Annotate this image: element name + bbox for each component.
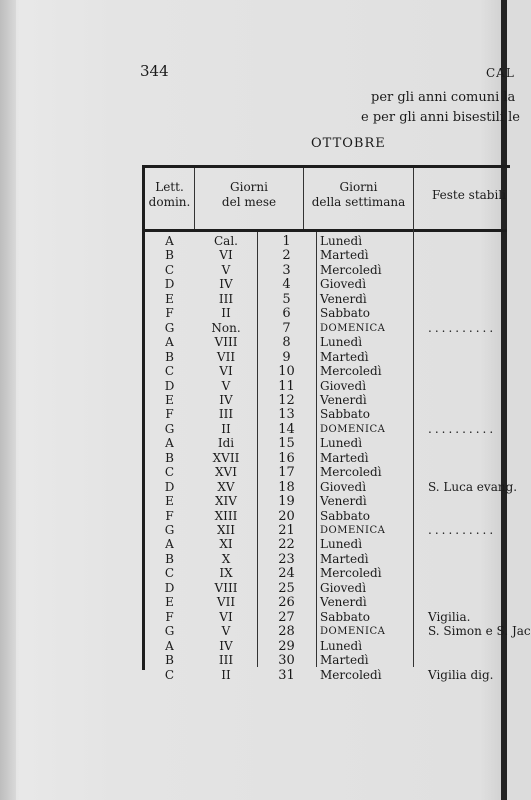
table-row (145, 523, 507, 538)
table-row (145, 537, 507, 552)
roman-date: XI (219, 537, 233, 552)
table-row (145, 566, 507, 581)
table-row (145, 494, 507, 509)
header-text: Giorni (230, 180, 268, 194)
dominical-letter: D (164, 277, 175, 292)
table-row (145, 581, 507, 596)
dominical-letter: G (164, 624, 175, 639)
dominical-letter: C (164, 262, 175, 277)
dominical-letter: G (164, 523, 175, 537)
weekday: Sabbato (320, 407, 370, 422)
roman-date: II (221, 306, 231, 321)
table-row (145, 263, 507, 278)
day-number: 28 (278, 624, 295, 640)
weekday: Venerdì (320, 392, 367, 407)
dominical-letter: B (165, 248, 174, 263)
weekday: Mercoledì (320, 667, 382, 682)
table-row (145, 509, 507, 524)
dominical-letter: C (164, 566, 175, 581)
day-number: 19 (278, 494, 295, 510)
weekday: DOMENICA (320, 423, 386, 435)
feast: .......... (428, 421, 497, 436)
roman-date: V (221, 262, 231, 277)
feast: Vigilia dig. (428, 667, 494, 682)
header-text: domin. (148, 195, 191, 209)
table-row (145, 610, 507, 625)
day-number: 1 (282, 234, 291, 249)
dominical-letter: G (164, 421, 175, 436)
roman-date: VI (219, 364, 233, 379)
day-number: 24 (278, 566, 295, 582)
table-row (145, 321, 507, 336)
header-text: della settimana (311, 195, 406, 209)
dominical-letter: F (165, 508, 174, 523)
dominical-letter: A (165, 436, 174, 451)
table-row (145, 292, 507, 307)
roman-date: III (218, 291, 234, 306)
day-number: 4 (282, 277, 291, 293)
weekday: Martedì (320, 450, 369, 465)
roman-date: XIII (214, 508, 238, 523)
table-row (145, 436, 507, 451)
roman-date: X (221, 551, 231, 566)
roman-date: IX (219, 566, 233, 581)
header-feasts: Feste stabili (432, 188, 506, 202)
subtitle-line-1: per gli anni comuni la (371, 90, 516, 105)
dominical-letter: E (165, 392, 174, 407)
dominical-letter: C (164, 667, 175, 682)
header-week-days (304, 180, 413, 210)
weekday: Sabbato (320, 306, 370, 321)
day-number: 25 (278, 580, 295, 596)
roman-date: V (221, 624, 231, 639)
dominical-letter: G (164, 320, 175, 335)
table-row (145, 653, 507, 668)
feast: S. Simon e S. Jac (428, 624, 531, 639)
roman-date: IV (219, 392, 233, 407)
weekday: Sabbato (320, 609, 370, 624)
roman-date: VII (216, 349, 236, 364)
weekday: Giovedì (320, 580, 367, 595)
day-number: 17 (278, 465, 295, 481)
roman-date: XII (216, 523, 236, 537)
day-number: 5 (282, 291, 291, 307)
table-row (145, 393, 507, 408)
day-number: 16 (278, 450, 295, 466)
header-text: Lett. (155, 180, 184, 194)
table-row (145, 465, 507, 480)
page-number: 344 (140, 62, 169, 80)
table-row (145, 639, 507, 654)
roman-date: VIII (214, 580, 238, 595)
day-number: 8 (282, 335, 291, 351)
weekday: Giovedì (320, 479, 367, 494)
day-number: 7 (282, 320, 291, 336)
month-title: OTTOBRE (311, 136, 386, 151)
weekday: Mercoledì (320, 364, 382, 379)
weekday: Martedì (320, 248, 369, 263)
weekday: Venerdì (320, 494, 367, 509)
day-number: 18 (278, 479, 295, 495)
weekday: Venerdì (320, 291, 367, 306)
feast: Vigilia. (428, 609, 471, 624)
header-month-days (195, 180, 303, 210)
weekday: Mercoledì (320, 465, 382, 480)
weekday: DOMENICA (320, 626, 386, 638)
table-row (145, 407, 507, 422)
weekday: Lunedì (320, 234, 363, 248)
day-number: 26 (278, 595, 295, 611)
weekday: DOMENICA (320, 322, 386, 334)
roman-date: IV (219, 277, 233, 292)
day-number: 21 (278, 523, 295, 538)
day-number: 6 (282, 306, 291, 322)
dominical-letter: F (165, 609, 174, 624)
day-number: 27 (278, 609, 295, 625)
dominical-letter: B (165, 551, 174, 566)
table-row (145, 277, 507, 292)
weekday: Martedì (320, 653, 369, 668)
day-number: 14 (278, 421, 295, 437)
weekday: Lunedì (320, 436, 363, 451)
weekday: Mercoledì (320, 262, 382, 277)
roman-date: IV (219, 638, 233, 653)
dominical-letter: B (165, 349, 174, 364)
table-row (145, 422, 507, 437)
table-row (145, 668, 507, 683)
running-head: CAL (486, 66, 515, 80)
weekday: Lunedì (320, 335, 363, 350)
roman-date: II (221, 421, 231, 436)
day-number: 15 (278, 436, 295, 452)
roman-date: II (221, 667, 231, 682)
weekday: Lunedì (320, 638, 363, 653)
roman-date: Cal. (214, 234, 238, 248)
weekday: Venerdì (320, 595, 367, 610)
dominical-letter: B (165, 450, 174, 465)
table-row (145, 451, 507, 466)
table-row (145, 248, 507, 263)
table-row (145, 306, 507, 321)
weekday: Sabbato (320, 508, 370, 523)
dominical-letter: F (165, 306, 174, 321)
day-number: 22 (278, 537, 295, 553)
feast: .......... (428, 523, 497, 537)
day-number: 31 (278, 667, 295, 683)
day-number: 23 (278, 551, 295, 567)
day-number: 12 (278, 392, 295, 408)
weekday: Giovedì (320, 277, 367, 292)
roman-date: XVII (212, 450, 240, 465)
dominical-letter: E (165, 291, 174, 306)
feast: S. Luca evang. (428, 479, 518, 494)
day-number: 30 (278, 653, 295, 669)
roman-date: VIII (214, 335, 238, 350)
feast: .......... (428, 320, 497, 335)
day-number: 13 (278, 407, 295, 423)
dominical-letter: E (165, 595, 174, 610)
subtitle-line-2: e per gli anni bisestili le (361, 110, 520, 125)
dominical-letter: A (165, 234, 174, 248)
roman-date: VII (216, 595, 236, 610)
header-rule (145, 229, 507, 232)
table-row (145, 552, 507, 567)
dominical-letter: A (165, 638, 174, 653)
table-row (145, 364, 507, 379)
dominical-letter: B (165, 653, 174, 668)
roman-date: XV (217, 479, 235, 494)
dominical-letter: D (164, 479, 175, 494)
weekday: Mercoledì (320, 566, 382, 581)
table-row (145, 335, 507, 350)
page-gutter (0, 0, 16, 800)
dominical-letter: A (165, 537, 174, 552)
table-row (145, 379, 507, 394)
dominical-letter: A (165, 335, 174, 350)
day-number: 3 (282, 262, 291, 278)
roman-date: V (221, 378, 231, 393)
roman-date: XIV (215, 494, 237, 509)
table-row (145, 595, 507, 610)
table-row (145, 624, 531, 640)
day-number: 29 (278, 638, 295, 654)
table-row (145, 234, 507, 249)
table-row (145, 350, 507, 365)
roman-date: Non. (211, 320, 241, 335)
dominical-letter: C (164, 465, 175, 480)
day-number: 10 (278, 364, 295, 380)
dominical-letter: D (164, 580, 175, 595)
weekday: DOMENICA (320, 525, 386, 536)
roman-date: Idi (217, 436, 235, 451)
day-number: 9 (282, 349, 291, 365)
dominical-letter: F (165, 407, 174, 422)
dominical-letter: D (164, 378, 175, 393)
weekday: Lunedì (320, 537, 363, 552)
table-row (145, 479, 518, 495)
roman-date: VI (219, 248, 233, 263)
roman-date: VI (219, 609, 233, 624)
weekday: Martedì (320, 551, 369, 566)
roman-date: III (218, 653, 234, 668)
dominical-letter: E (165, 494, 174, 509)
header-text: del mese (221, 195, 277, 209)
header-dominical-letters (145, 180, 194, 210)
day-number: 2 (282, 248, 291, 264)
day-number: 11 (278, 378, 295, 394)
roman-date: III (218, 407, 234, 422)
dominical-letter: C (164, 364, 175, 379)
weekday: Giovedì (320, 378, 367, 393)
header-text: Giorni (339, 180, 378, 194)
weekday: Martedì (320, 349, 369, 364)
roman-date: XVI (215, 465, 237, 480)
day-number: 20 (278, 508, 295, 524)
